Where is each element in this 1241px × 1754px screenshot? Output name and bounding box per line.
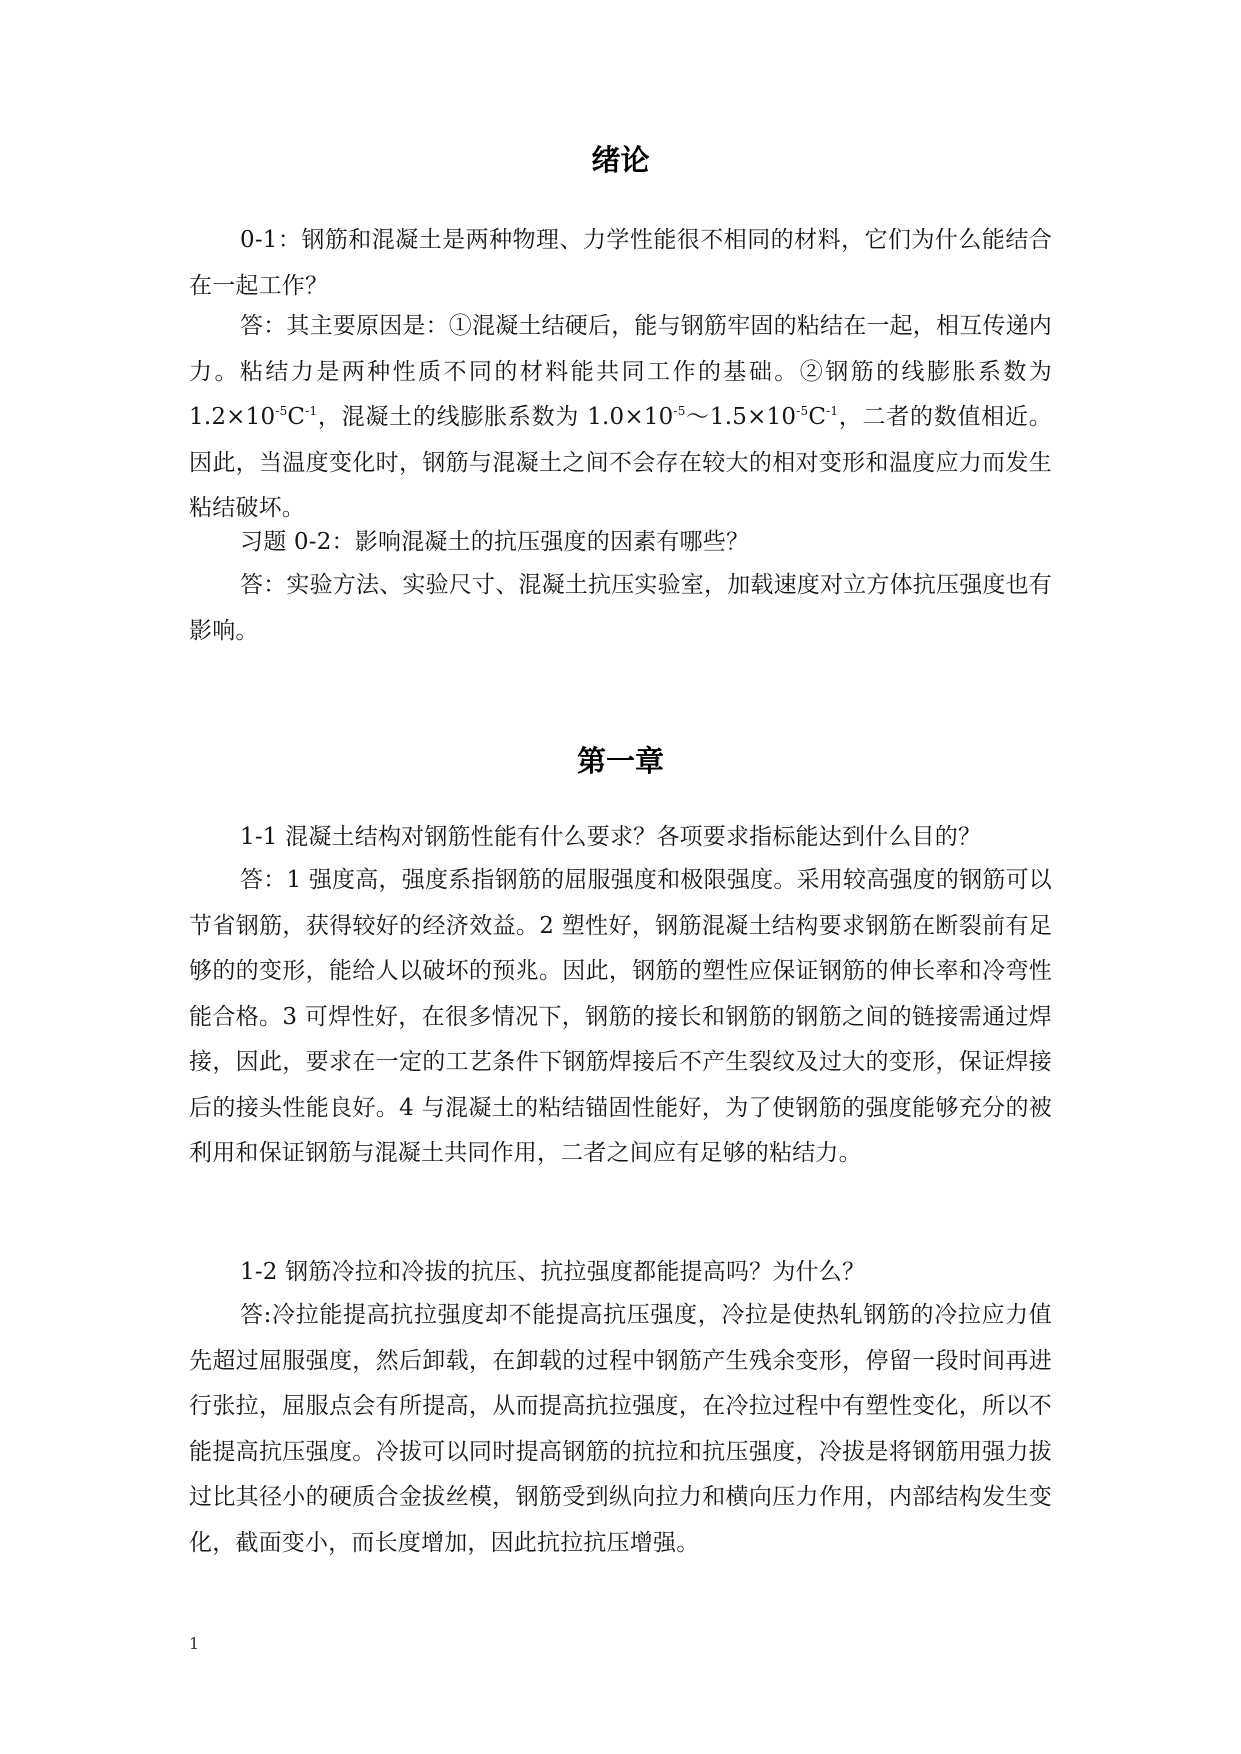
answer-0-2: 答：实验方法、实验尺寸、混凝土抗压实验室，加载速度对立方体抗压强度也有影响。 [189, 572, 1052, 644]
answer-1-1: 答：1 强度高，强度系指钢筋的屈服强度和极限强度。采用较高强度的钢筋可以节省钢筋，获得较好的经济效益。2 塑性好，钢筋混凝土结构要求钢筋在断裂前有足够的的变形，能给人以破坏的预兆。因此，钢筋的塑性应保证钢筋的伸长率和冷弯性能合格。3 可焊性好，在很多情况下，钢筋的接长和钢筋的钢筋之间的链接需通过焊接，因此，要求在一定的工艺条件下钢筋焊接后不产生裂纹及过大的变形，保证焊接后的接头性能良好。4 与混凝土的粘结锚固性能好，为了使钢筋的强度能够充分的被利用和保证钢筋与混凝土共同作用，二者之间应有足够的粘结力。 [189, 867, 1052, 1166]
answer-text: ，混凝土的线膨胀系数为 1.0×10 [317, 404, 674, 430]
exponent: -5 [796, 404, 809, 418]
answer-text: 答：其主要原因是：①混凝土结硬后，能与钢筋牢固的粘结在一起，相互传递内力。粘结力是两种性质不同的材料能共同工作的基础。②钢筋的线膨胀系数为 1.2×10 [189, 313, 1052, 430]
unit-text: C [287, 404, 306, 430]
question-0-2: 习题 0-2：影响混凝土的抗压强度的因素有哪些？ [240, 529, 750, 555]
section-title-chapter1: 第一章 [576, 744, 664, 778]
answer-0-1 [189, 304, 1052, 532]
page-number: 1 [189, 1634, 200, 1653]
exponent: -1 [826, 404, 839, 418]
exponent: -5 [673, 404, 686, 418]
answer-text: ～1.5×10 [685, 404, 797, 430]
unit-text: C [808, 404, 827, 430]
question-1-2: 1-2 钢筋冷拉和冷拔的抗压、抗拉强度都能提高吗？为什么？ [240, 1259, 866, 1285]
question-0-1: 0-1：钢筋和混凝土是两种物理、力学性能很不相同的材料，它们为什么能结合在一起工作？ [189, 227, 1052, 299]
answer-text: ，二者的数值相近。因此，当温度变化时，钢筋与混凝土之间不会存在较大的相对变形和温度应力而发生粘结破坏。 [189, 404, 1052, 521]
question-1-1: 1-1 混凝土结构对钢筋性能有什么要求？各项要求指标能达到什么目的？ [240, 824, 982, 850]
section-title-intro: 绪论 [591, 143, 650, 177]
exponent: -5 [275, 404, 288, 418]
exponent: -1 [305, 404, 318, 418]
answer-1-2: 答:冷拉能提高抗拉强度却不能提高抗压强度，冷拉是使热轧钢筋的冷拉应力值先超过屈服强度，然后卸载，在卸载的过程中钢筋产生残余变形，停留一段时间再进行张拉，屈服点会有所提高，从而提高抗拉强度，在冷拉过程中有塑性变化，所以不能提高抗压强度。冷拔可以同时提高钢筋的抗拉和抗压强度，冷拔是将钢筋用强力拔过比其径小的硬质合金拔丝模，钢筋受到纵向拉力和横向压力作用，内部结构发生变化，截面变小，而长度增加，因此抗拉抗压增强。 [189, 1302, 1052, 1556]
